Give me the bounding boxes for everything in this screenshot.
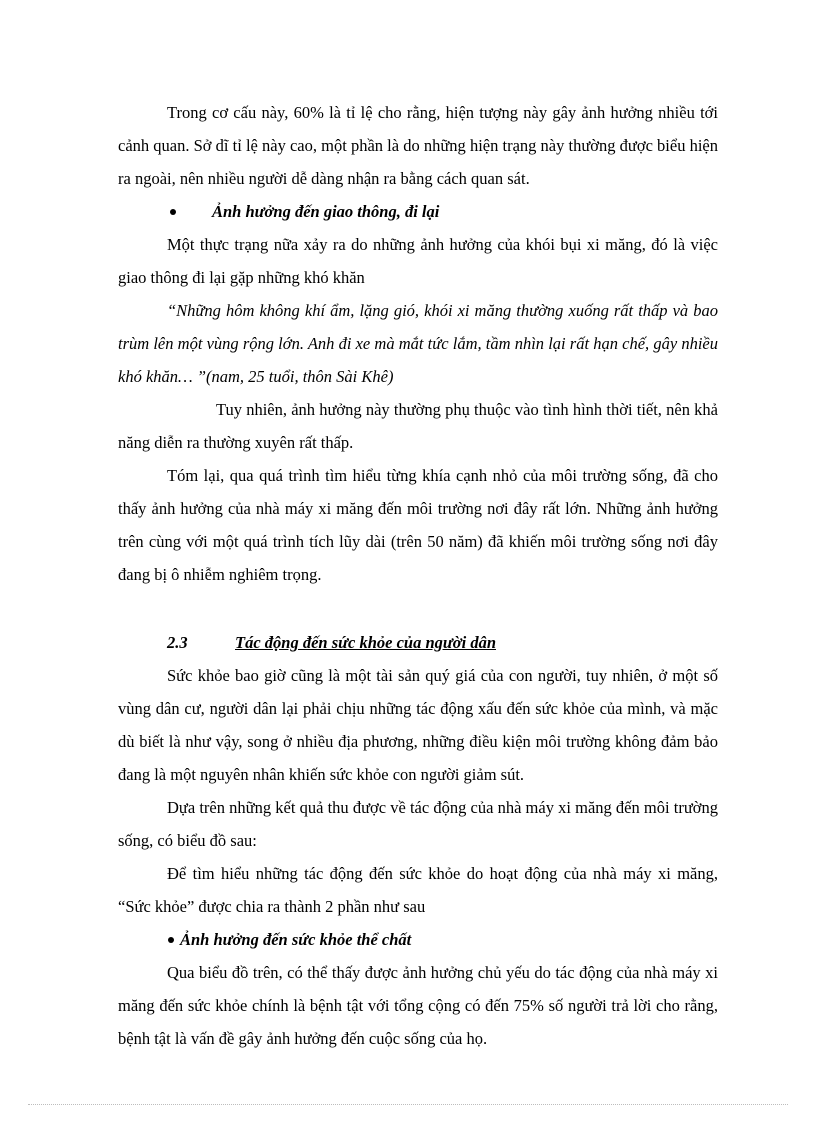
bullet-heading-text: Ảnh hưởng đến sức khỏe thể chất [180, 930, 412, 949]
paragraph-health-intro: Sức khỏe bao giờ cũng là một tài sản quý giá của con người, tuy nhiên, ở một số vùng dân cư, người dân lại phải chịu những tác động xấu đến sức khỏe của mình, và mặc dù biết là như vậy, song ở nhiều địa phương, những điều kiện môi trường không đảm bảo đang là một nguyên nhân khiến sức khỏe con người giảm sút. [118, 666, 718, 784]
paragraph-landscape-impact: Trong cơ cấu này, 60% là tỉ lệ cho rằng, hiện tượng này gây ảnh hưởng nhiều tới cảnh quan. Sở dĩ tỉ lệ này cao, một phần là do những hiện trạng này thường được biểu hiện ra ngoài, nên nhiều người dễ dàng nhận ra bằng cách quan sát. [118, 103, 718, 188]
paragraph-disease-impact: Qua biểu đồ trên, có thể thấy được ảnh hưởng chủ yếu do tác động của nhà máy xi măng đến sức khỏe chính là bệnh tật với tổng cộng có đến 75% số người trả lời cho rằng, bệnh tật là vấn đề gây ảnh hưởng đến cuộc sống của họ. [118, 963, 718, 1048]
interview-quote: “Những hôm không khí ẩm, lặng gió, khói xi măng thường xuống rất thấp và bao trùm lên một vùng rộng lớn. Anh đi xe mà mắt tức lắm, tầm nhìn lại rất hạn chế, gây nhiều khó khăn… ”(nam, 25 tuổi, thôn Sài Khê) [118, 301, 718, 386]
bullet-icon [170, 209, 176, 215]
bullet-heading-traffic [118, 195, 718, 228]
bullet-heading-text: Ảnh hưởng đến giao thông, đi lại [212, 202, 440, 221]
paragraph-health-parts: Để tìm hiểu những tác động đến sức khỏe do hoạt động của nhà máy xi măng, “Sức khỏe” được chia ra thành 2 phần như sau [118, 864, 718, 916]
paragraph-summary: Tóm lại, qua quá trình tìm hiểu từng khía cạnh nhỏ của môi trường sống, đã cho thấy ảnh hưởng của nhà máy xi măng đến môi trường nơi đây rất lớn. Những ảnh hưởng trên cùng với một quá trình tích lũy dài (trên 50 năm) đã khiến môi trường sống nơi đây đang bị ô nhiễm nghiêm trọng. [118, 466, 718, 584]
section-title: Tác động đến sức khỏe của người dân [235, 633, 497, 652]
section-heading [118, 626, 718, 659]
paragraph-chart-reference: Dựa trên những kết quả thu được về tác động của nhà máy xi măng đến môi trường sống, có biểu đồ sau: [118, 798, 718, 850]
document-body [118, 96, 718, 1055]
section-number: 2.3 [167, 633, 188, 652]
paragraph-traffic-intro: Một thực trạng nữa xảy ra do những ảnh hưởng của khói bụi xi măng, đó là việc giao thông đi lại gặp những khó khăn [118, 235, 718, 287]
bullet-heading-physical-health [118, 923, 718, 956]
paragraph-weather-dependency: Tuy nhiên, ảnh hưởng này thường phụ thuộc vào tình hình thời tiết, nên khả năng diễn ra thường xuyên rất thấp. [118, 400, 718, 452]
bullet-icon [168, 937, 174, 943]
page-bottom-rule [28, 1104, 788, 1105]
